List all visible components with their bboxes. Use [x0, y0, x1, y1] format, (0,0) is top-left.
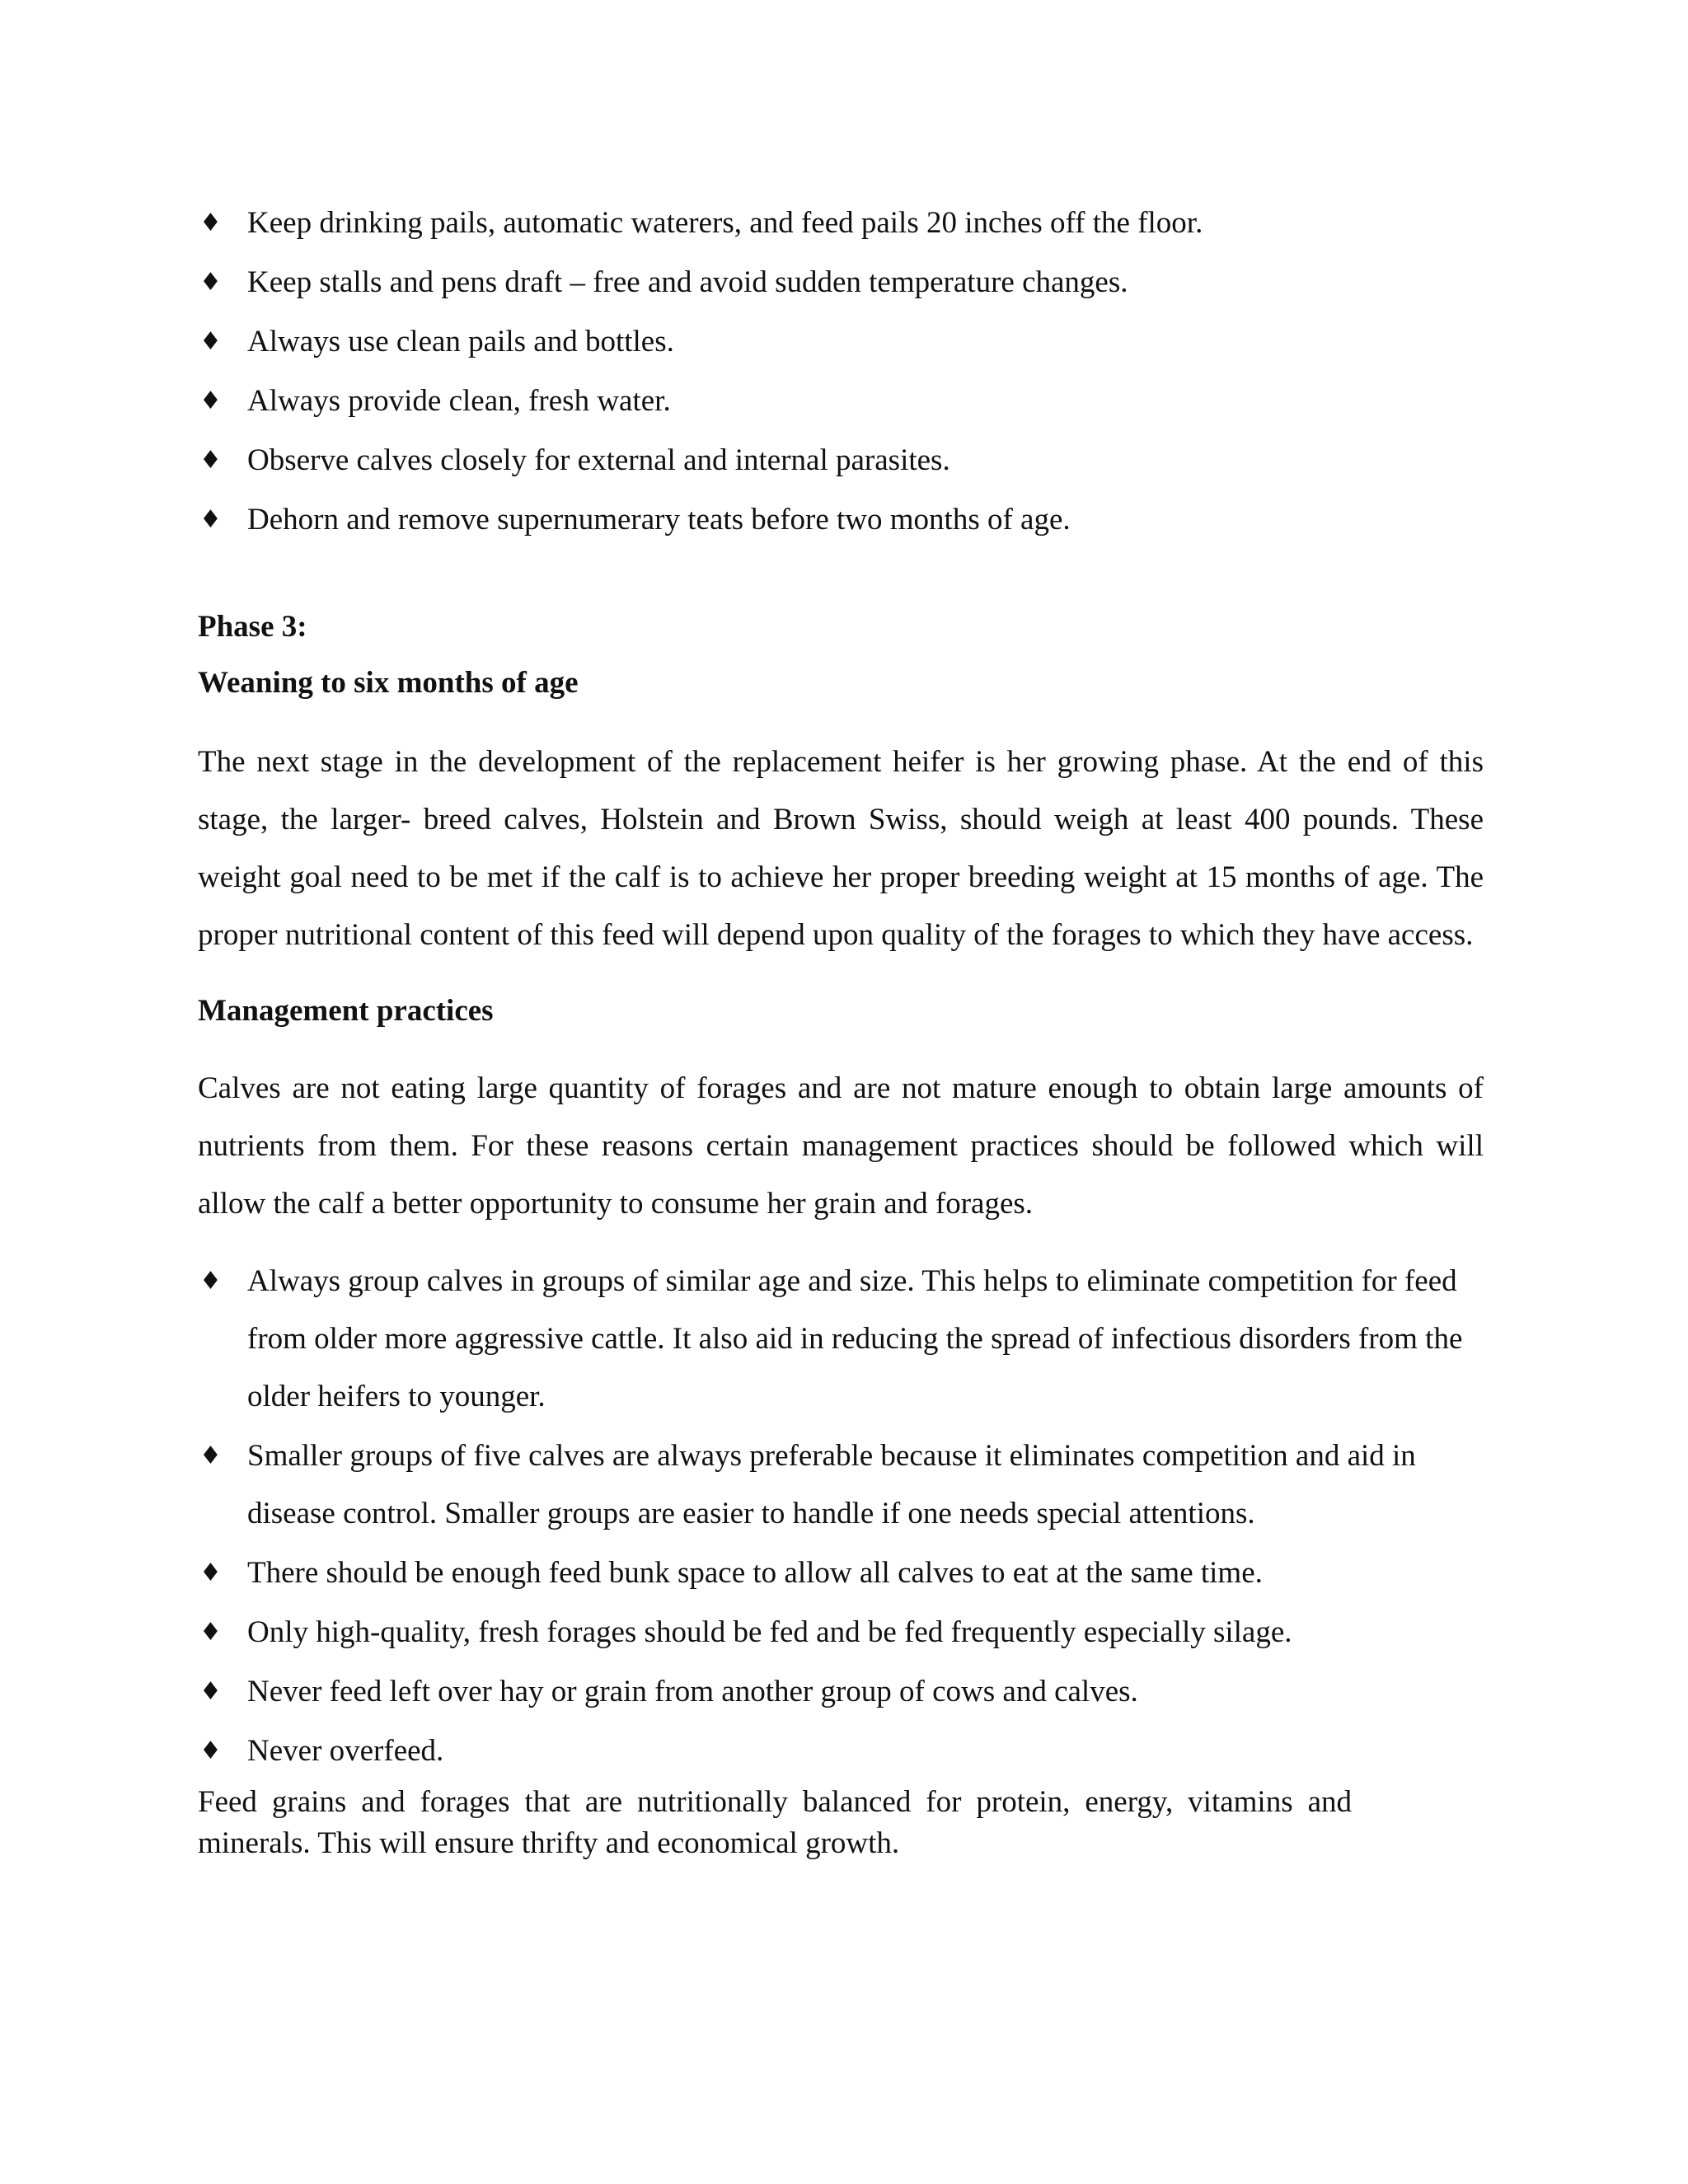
diamond-bullet-icon: ♦ — [199, 1441, 222, 1470]
diamond-bullet-icon: ♦ — [199, 268, 222, 297]
list-item — [198, 1722, 1484, 1780]
list-item — [198, 1253, 1484, 1426]
diamond-bullet-icon: ♦ — [199, 505, 222, 534]
list-item-text: There should be enough feed bunk space to allow all calves to eat at the same time. — [247, 1556, 1263, 1590]
management-intro-paragraph: Calves are not eating large quantity of forages and are not mature enough to obtain large amounts of nutrients from them. For these reasons certain management practices should be followed which will allow the calf a better opportunity to consume her grain and forages. — [198, 1071, 1484, 1221]
diamond-bullet-icon: ♦ — [199, 1736, 222, 1765]
list-item — [198, 1544, 1484, 1602]
diamond-bullet-icon: ♦ — [199, 1558, 222, 1587]
list-item — [198, 491, 1484, 549]
list-item — [198, 1663, 1484, 1721]
list-item — [198, 432, 1484, 490]
list-item-text: Dehorn and remove supernumerary teats before two months of age. — [247, 503, 1071, 537]
list-item — [198, 313, 1484, 371]
list-item-text: Observe calves closely for external and internal parasites. — [247, 443, 950, 477]
list-item — [198, 1427, 1484, 1543]
page-content — [198, 194, 1484, 1864]
list-item-text: Keep stalls and pens draft – free and avoid sudden temperature changes. — [247, 265, 1128, 299]
closing-paragraph: Feed grains and forages that are nutritionally balanced for protein, energy, vitamins and minerals. This will ensure thrifty and economical growth. — [198, 1785, 1352, 1860]
diamond-bullet-icon: ♦ — [199, 446, 222, 475]
phase-subtitle: Weaning to six months of age — [198, 666, 579, 700]
diamond-bullet-icon: ♦ — [199, 1618, 222, 1647]
list-item — [198, 254, 1484, 312]
management-bullet-list — [198, 1253, 1484, 1780]
list-item-text: Always use clean pails and bottles. — [247, 325, 674, 359]
care-bullet-list — [198, 194, 1484, 549]
diamond-bullet-icon: ♦ — [199, 327, 222, 356]
phase-label: Phase 3: — [198, 610, 307, 644]
list-item-text: Always group calves in groups of similar age and size. This helps to eliminate competition for feed from older more aggressive cattle. It also aid in reducing the spread of infectious disorders from the older heifers to younger. — [247, 1264, 1463, 1413]
list-item — [198, 194, 1484, 252]
growing-phase-paragraph: The next stage in the development of the replacement heifer is her growing phase. At the end of this stage, the larger- breed calves, Holstein and Brown Swiss, should weigh at least 400 pounds. These weight goal need to be met if the calf is to achieve her proper breeding weight at 15 months of age. The proper nutritional content of this feed will depend upon quality of the forages to which they have access. — [198, 745, 1484, 952]
list-item — [198, 1604, 1484, 1661]
diamond-bullet-icon: ♦ — [199, 387, 222, 415]
diamond-bullet-icon: ♦ — [199, 209, 222, 237]
list-item-text: Only high-quality, fresh forages should be fed and be fed frequently especially silage. — [247, 1615, 1292, 1649]
management-heading: Management practices — [198, 994, 494, 1028]
list-item-text: Never feed left over hay or grain from another group of cows and calves. — [247, 1675, 1138, 1708]
list-item-text: Keep drinking pails, automatic waterers, and feed pails 20 inches off the floor. — [247, 206, 1203, 240]
diamond-bullet-icon: ♦ — [199, 1267, 222, 1296]
list-item-text: Never overfeed. — [247, 1734, 444, 1768]
list-item — [198, 373, 1484, 430]
diamond-bullet-icon: ♦ — [199, 1677, 222, 1706]
list-item-text: Smaller groups of five calves are always preferable because it eliminates competition and aid in disease control. Smaller groups are easier to handle if one needs special attentions. — [247, 1439, 1416, 1530]
list-item-text: Always provide clean, fresh water. — [247, 384, 671, 418]
